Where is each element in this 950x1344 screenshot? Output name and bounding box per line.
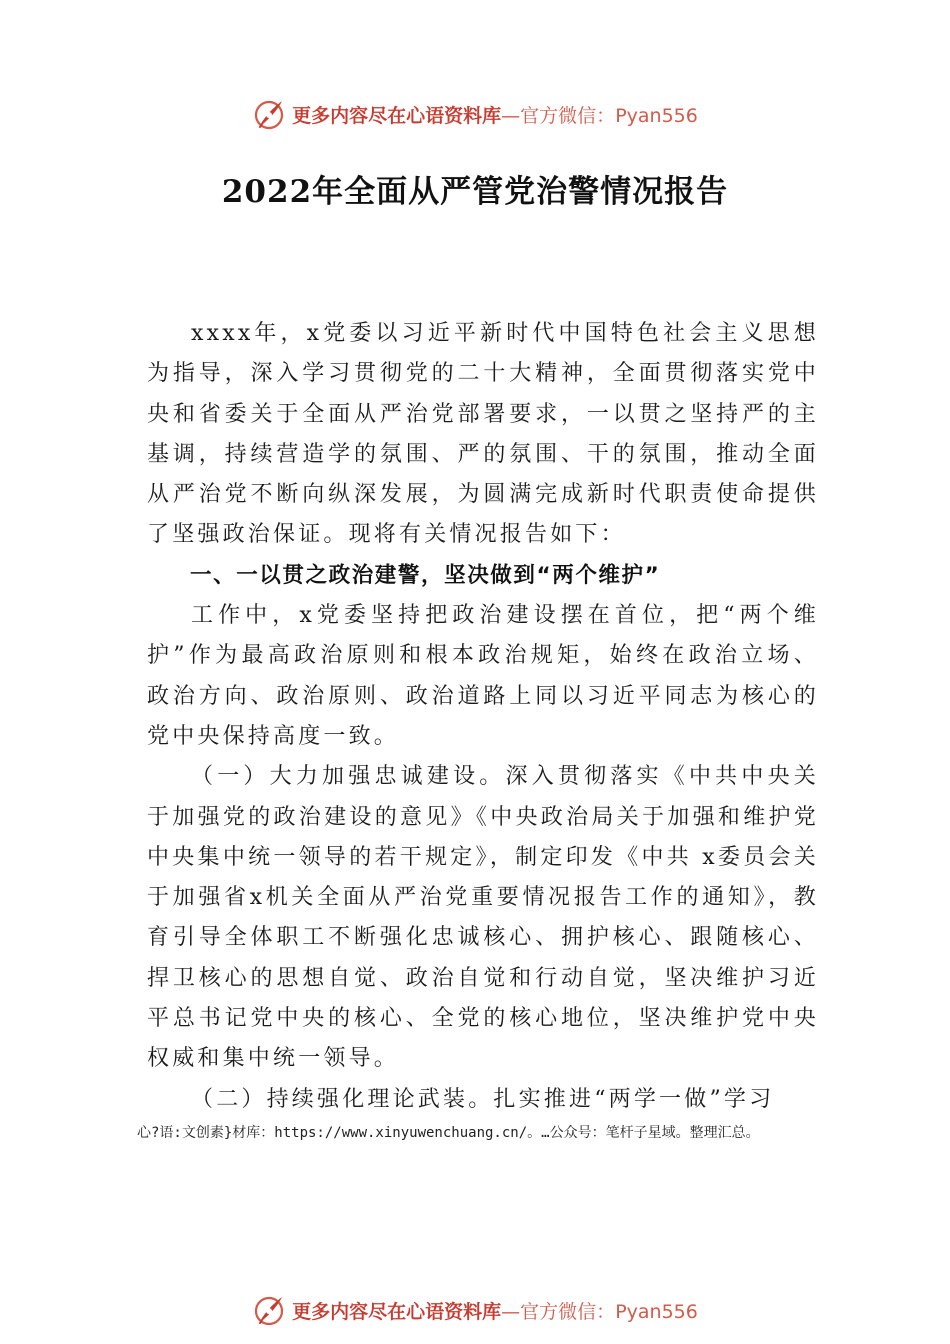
header-banner bbox=[0, 94, 950, 134]
banner-text bbox=[292, 101, 698, 128]
item-paragraph-2: （二）持续强化理论武装。扎实推进“两学一做”学习 bbox=[191, 1086, 775, 1112]
banner-suffix-text: 官方微信： bbox=[520, 104, 616, 127]
document-body bbox=[147, 314, 819, 1120]
page-title: 2022年全面从严管党治警情况报告 bbox=[221, 174, 729, 210]
footnote: 心?语:文创素}材库：https://www.xinyuwenchuang.cn/。…公众号：笔杆子星域。整理汇总。 bbox=[137, 1125, 760, 1141]
banner-main-text: 更多内容尽在心语资料库 bbox=[292, 1300, 502, 1323]
quill-logo-icon bbox=[252, 1293, 286, 1327]
banner-handle: Pyan556 bbox=[615, 104, 698, 127]
banner-handle: Pyan556 bbox=[615, 1300, 698, 1323]
banner-main-text: 更多内容尽在心语资料库 bbox=[292, 104, 502, 127]
item-paragraph-1: （一）大力加强忠诚建设。深入贯彻落实《中共中央关于加强党的政治建设的意见》《中央政治局关于加强和维护党中央集中统一领导的若干规定》，制定印发《中共 x委员会关于加强省x机关全面从严治党重要情况报告工作的通知》，教育引导全体职工不断强化忠诚核心、拥护核心、跟随核心、捍卫核心的思想自觉、政治自觉和行动自觉，坚决维护习近平总书记党中央的核心、全党的核心地位，坚决维护党中央权威和集中统一领导。 bbox=[147, 764, 819, 1072]
footer-banner bbox=[0, 1290, 950, 1330]
banner-dash: — bbox=[501, 104, 521, 127]
section-intro-paragraph: 工作中，x党委坚持把政治建设摆在首位，把“两个维护”作为最高政治原则和根本政治规矩，始终在政治立场、 政治方向、政治原则、政治道路上同以习近平同志为核心的党中央保持高度一致。 bbox=[147, 603, 819, 749]
banner-dash: — bbox=[501, 1300, 521, 1323]
section-heading: 一、一以贯之政治建警，坚决做到“两个维护” bbox=[190, 562, 661, 588]
intro-paragraph: xxxx年，x党委以习近平新时代中国特色社会主义思想为指导，深入学习贯彻党的二十大精神，全面贯彻落实党中央和省委关于全面从严治党部署要求，一以贯之坚持严的主基调，持续营造学的氛围、严的氛围、干的氛围，推动全面从严治党不断向纵深发展，为圆满完成新时代职责使命提供了坚强政治保证。现将有关情况报告如下： bbox=[147, 321, 819, 548]
quill-logo-icon bbox=[252, 97, 286, 131]
banner-text bbox=[292, 1297, 698, 1324]
banner-suffix-text: 官方微信： bbox=[520, 1300, 616, 1323]
